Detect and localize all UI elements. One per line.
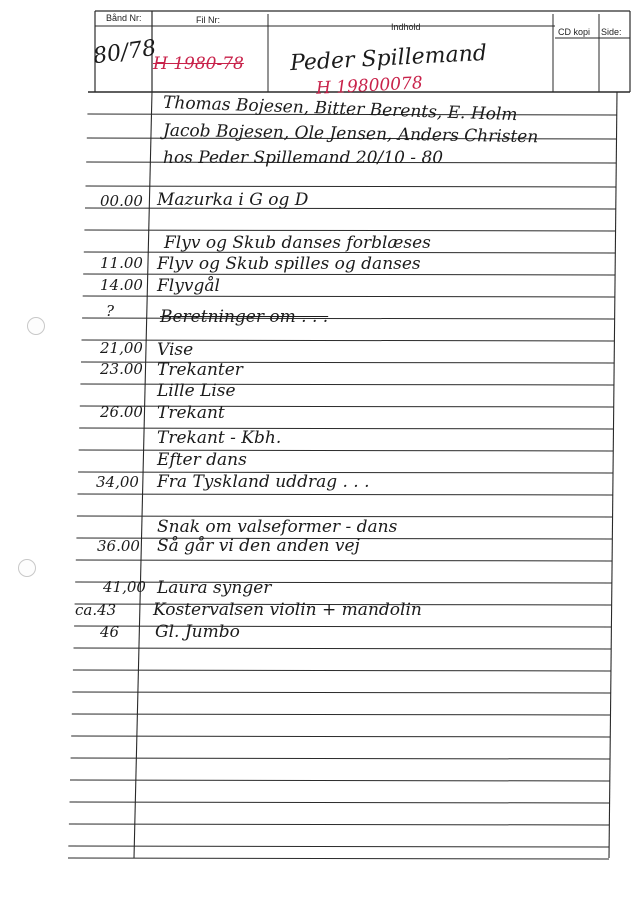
row-rule (74, 648, 612, 649)
entry-text: Vise (157, 340, 194, 360)
performers-line-2: Jacob Bojesen, Ole Jensen, Anders Christen (162, 120, 539, 148)
row-rule (68, 858, 609, 859)
entry-text: Fra Tyskland uddrag . . . (157, 472, 370, 492)
entry-text: Laura synger (157, 578, 272, 598)
page-right-border (609, 92, 617, 858)
row-rule (72, 714, 611, 715)
header-band-nr: Bånd Nr: (106, 13, 142, 23)
entry-text: Snak om valseformer - dans (157, 517, 398, 537)
row-rule (83, 274, 615, 275)
entry-time: 36.00 (97, 537, 140, 555)
header-fil-nr: Fil Nr: (196, 15, 220, 25)
entry-time: 21,00 (100, 339, 143, 357)
row-rule (70, 802, 610, 803)
entry-time: ? (106, 302, 115, 320)
row-rule (73, 670, 611, 671)
entry-time: 41,00 (103, 578, 146, 596)
entry-text-struck: Beretninger om . . . (160, 307, 329, 327)
row-rule (68, 846, 609, 847)
row-rule (86, 186, 617, 187)
row-rule (69, 824, 610, 825)
row-rule (71, 758, 610, 759)
band-number: 80/78 (91, 35, 158, 70)
fil-number-struck: H 1980-78 (153, 54, 244, 74)
entry-text: Gl. Jumbo (155, 622, 240, 642)
entry-text: Flyv og Skub spilles og danses (157, 254, 421, 274)
row-rule (71, 736, 610, 737)
entry-time: ca.43 (75, 601, 117, 619)
entry-text: Mazurka i G og D (157, 190, 309, 210)
record-title: Peder Spillemand (289, 40, 488, 77)
row-rule (70, 780, 610, 781)
entry-text: Så går vi den anden vej (157, 536, 360, 556)
entry-time: 26.00 (100, 403, 143, 421)
row-rule (75, 582, 612, 583)
archive-id: H 19800078 (315, 73, 424, 99)
entry-text: Trekanter (157, 360, 243, 380)
header-indhold: Indhold (391, 22, 421, 32)
entry-time: 14.00 (100, 276, 143, 294)
entry-time: 46 (100, 623, 120, 641)
entry-text: Flyv og Skub danses forblæses (164, 233, 431, 253)
performers-line-1: Thomas Bojesen, Bitter Berents, E. Holm (162, 92, 518, 126)
entry-text: Trekant - Kbh. (157, 428, 282, 448)
row-rule (84, 230, 615, 231)
header-cd-kopi: CD kopi (558, 27, 591, 37)
row-rule (78, 494, 613, 495)
entry-time: 34,00 (96, 473, 139, 491)
row-rule (76, 560, 612, 561)
entry-text: Kostervalsen violin + mandolin (153, 600, 422, 620)
header-side: Side: (601, 27, 622, 37)
entry-time: 11.00 (100, 254, 143, 272)
row-rule (83, 296, 615, 297)
entry-time: 00.00 (100, 192, 143, 210)
entry-time: 23.00 (100, 360, 143, 378)
row-rule (72, 692, 610, 693)
entry-text: Lille Lise (157, 381, 236, 401)
entry-text: Trekant (157, 403, 225, 423)
performers-line-3: hos Peder Spillemand 20/10 - 80 (163, 148, 444, 168)
entry-text: Efter dans (157, 450, 247, 470)
entry-text: Flyvgål (157, 276, 220, 296)
